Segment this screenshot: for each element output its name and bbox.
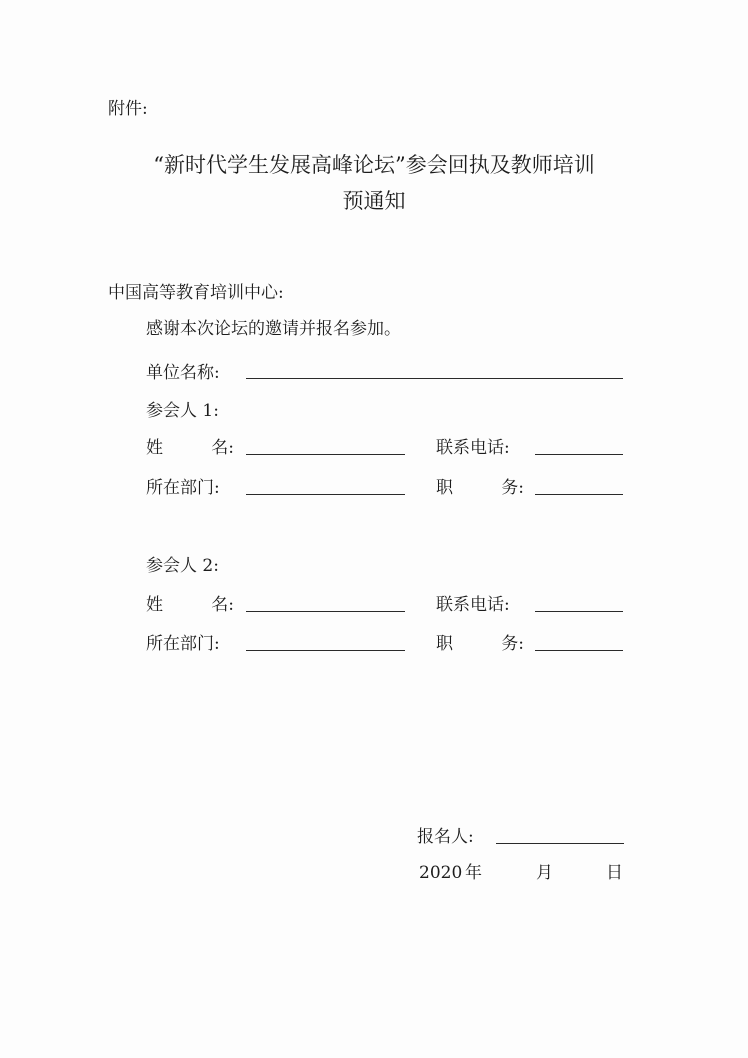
name-label-part-b: 名: [211,595,234,615]
participant1-position-field[interactable] [535,494,623,495]
thanks-line: 感谢本次论坛的邀请并报名参加。 [146,319,401,339]
org-name-field[interactable] [246,378,623,379]
signer-label: 报名人: [417,827,474,847]
participant1-dept-field[interactable] [246,494,405,495]
position-label-part-b: 务: [501,634,524,654]
participant2-name-field[interactable] [246,611,405,612]
participant1-phone-field[interactable] [535,454,623,455]
participant2-heading: 参会人 2: [146,556,219,576]
participant2-position-field[interactable] [535,650,623,651]
org-name-label: 单位名称: [146,363,220,383]
participant1-name-field[interactable] [246,454,405,455]
participant2-phone-field[interactable] [535,611,623,612]
document-title-line1: “新时代学生发展高峰论坛”参会回执及教师培训 [153,153,595,177]
participant2-dept-label: 所在部门: [146,634,220,654]
participant2-name-label [146,594,234,616]
date-month-unit: 月 [536,863,553,883]
participant1-position-label [436,477,524,499]
participant1-phone-label: 联系电话: [436,438,510,458]
date-year-unit: 年 [465,863,482,883]
date-day-unit: 日 [606,863,623,883]
position-label-part-a: 职 [436,478,453,498]
position-label-part-a: 职 [436,634,453,654]
recipient-line: 中国高等教育培训中心: [108,283,284,303]
attachment-label: 附件: [108,99,148,119]
name-label-part-b: 名: [211,438,234,458]
date-year-value: 2020 [419,863,463,883]
participant1-heading: 参会人 1: [146,401,219,421]
name-label-part-a: 姓 [146,595,163,615]
name-label-part-a: 姓 [146,438,163,458]
position-label-part-b: 务: [501,478,524,498]
participant1-dept-label: 所在部门: [146,478,220,498]
participant2-phone-label: 联系电话: [436,595,510,615]
participant1-name-label [146,437,234,459]
document-title-line2: 预通知 [342,189,406,213]
participant2-position-label [436,633,524,655]
participant2-dept-field[interactable] [246,650,405,651]
signer-field[interactable] [496,843,624,844]
